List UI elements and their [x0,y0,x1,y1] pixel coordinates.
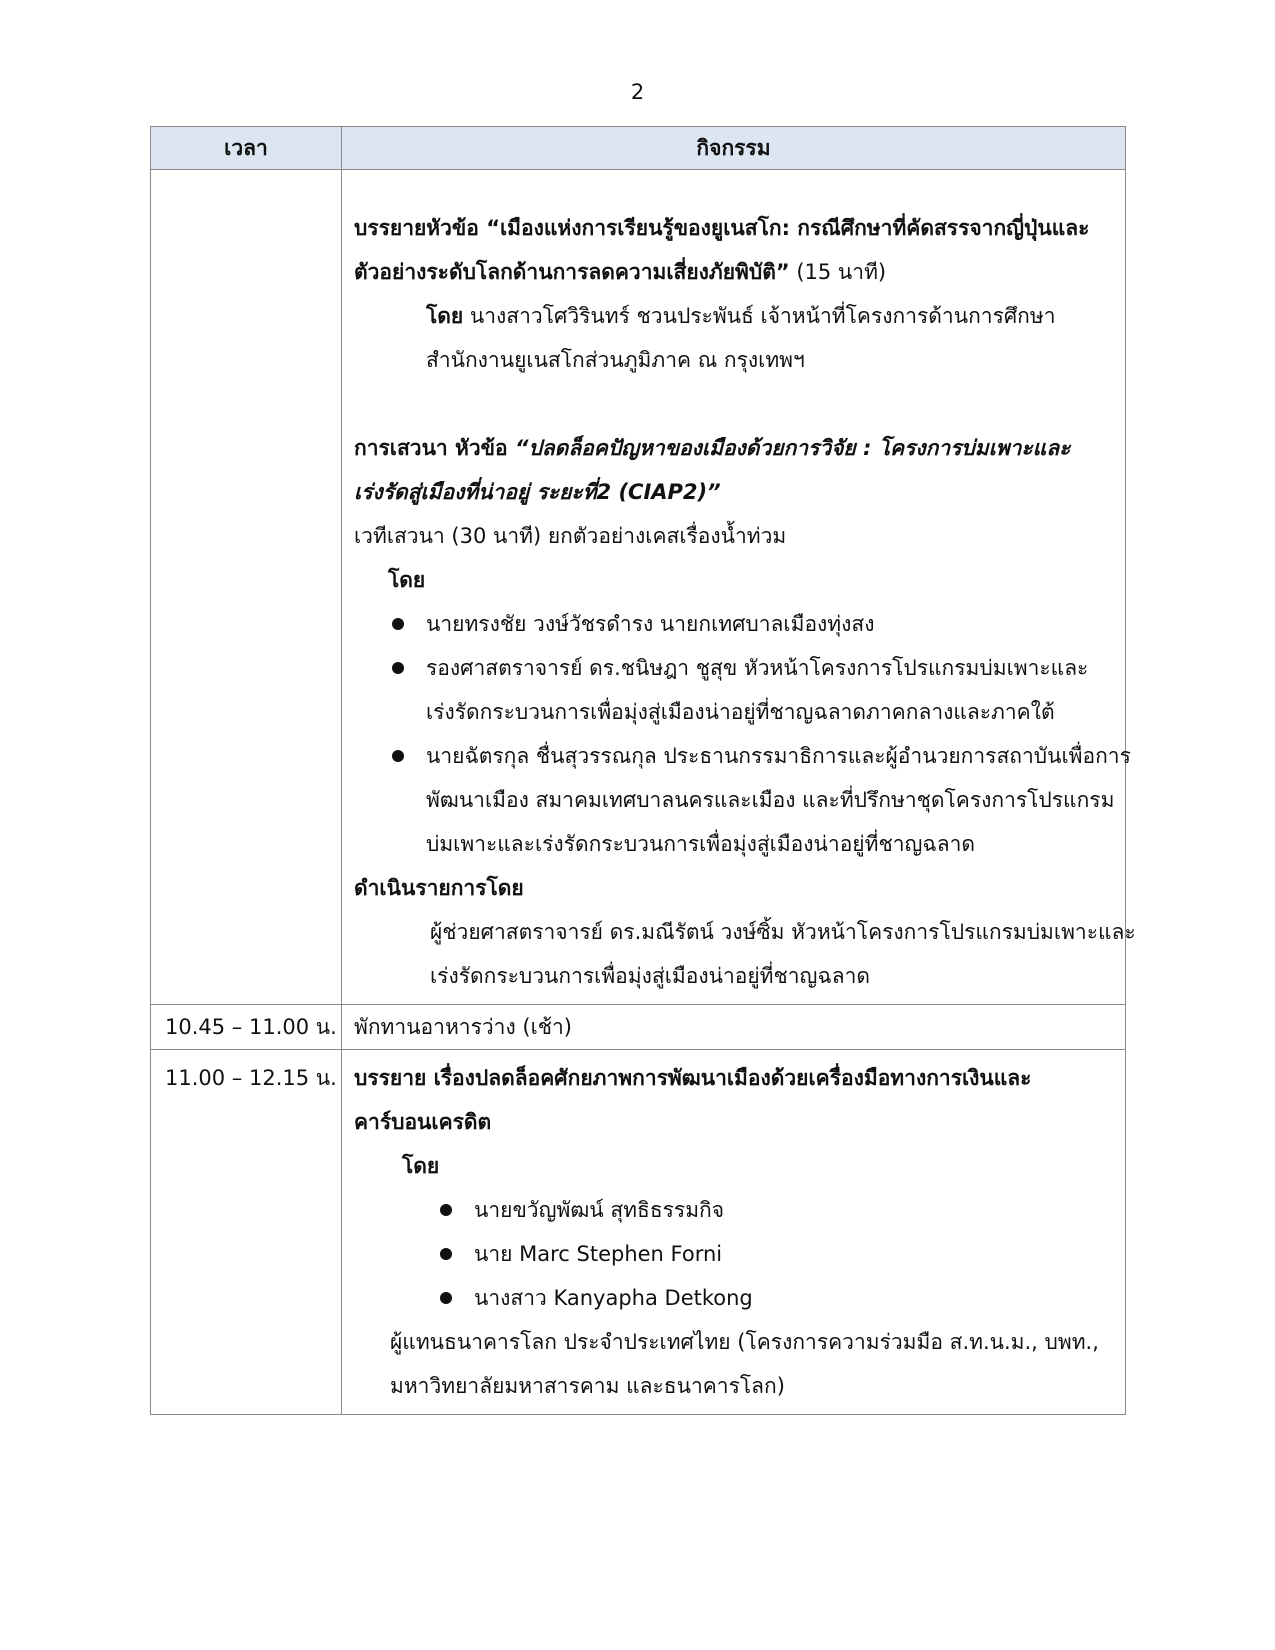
lecture-title-line: คาร์บอนเครดิต [354,1110,492,1134]
lecture-title-line: บรรยาย เรื่องปลดล็อคศักยภาพการพัฒนาเมืองด้วยเครื่องมือทางการเงินและ [354,1066,1032,1090]
time-text: 10.45 – 11.00 น. [165,1015,337,1039]
by-label: โดย [388,568,426,592]
speaker-org: สำนักงานยูเนสโกส่วนภูมิภาค ณ กรุงเทพฯ [426,348,805,372]
lecture-title-text: ตัวอย่างระดับโลกด้านการลดความเสี่ยงภัยพิบัติ” [354,260,790,284]
bullet-icon [392,662,404,674]
page-number: 2 [630,80,645,104]
speaker-line: เร่งรัดกระบวนการเพื่อมุ่งสู่เมืองน่าอยู่ที่ชาญฉลาดภาคกลางและภาคใต้ [426,700,1055,724]
time-text: 11.00 – 12.15 น. [165,1066,337,1090]
speaker-line: รองศาสตราจารย์ ดร.ชนิษฎา ชูสุข หัวหน้าโครงการโปรแกรมบ่มเพาะและ [426,656,1089,680]
panel-title-line [354,426,1115,470]
time-cell [151,1050,342,1415]
list-item [354,646,1115,734]
representative-line: ผู้แทนธนาคารโลก ประจำประเทศไทย (โครงการความร่วมมือ ส.ท.น.ม., บพท., [390,1330,1099,1354]
activity-text: พักทานอาหารว่าง (เช้า) [354,1015,572,1039]
speaker-line: นาย Marc Stephen Forni [474,1242,723,1266]
speaker-name: นางสาวโศวิรินทร์ ชวนประพันธ์ เจ้าหน้าที่โครงการด้านการศึกษา [463,304,1056,328]
list-item [354,1232,1115,1276]
activity-cell [342,1005,1126,1050]
speaker-line: บ่มเพาะและเร่งรัดกระบวนการเพื่อมุ่งสู่เมืองน่าอยู่ที่ชาญฉลาด [426,832,975,856]
table-row [151,1005,1126,1050]
lecture-speaker [354,294,1115,338]
moderator-line: เร่งรัดกระบวนการเพื่อมุ่งสู่เมืองน่าอยู่ที่ชาญฉลาด [430,964,871,988]
by-label: โดย [426,304,464,328]
list-item [354,734,1131,866]
panel-description: เวทีเสวนา (30 นาที) ยกตัวอย่างเคสเรื่องน้ำท่วม [354,524,787,548]
lecture-title-line [354,250,1115,294]
list-item [354,1276,1115,1320]
by-label: โดย [402,1154,440,1178]
lecture-duration: (15 นาที) [789,260,887,284]
moderator-label: ดำเนินรายการโดย [354,876,524,900]
activity-cell [342,170,1136,1005]
bullet-icon [392,750,404,762]
time-cell [151,1005,342,1050]
schedule-table [150,126,1136,1415]
time-cell [151,170,342,1005]
panel-title-text: “ปลดล็อคปัญหาของเมืองด้วยการวิจัย : โครงการบ่มเพาะและ [514,436,1071,460]
panel-label: การเสวนา หัวข้อ [354,436,515,460]
moderator-line: ผู้ช่วยศาสตราจารย์ ดร.มณีรัตน์ วงษ์ซิ้ม หัวหน้าโครงการโปรแกรมบ่มเพาะและ [430,920,1136,944]
panel-speaker-list [354,602,1131,866]
list-item [354,602,1115,646]
speaker-line: นางสาว Kanyapha Detkong [474,1286,753,1310]
representative-line: มหาวิทยาลัยมหาสารคาม และธนาคารโลก) [390,1374,785,1398]
table-row [151,170,1126,1005]
list-item [354,1188,1115,1232]
lecture-speaker-list [354,1188,1115,1320]
bullet-icon [440,1292,452,1304]
bullet-icon [440,1248,452,1260]
table-header-row [151,127,1126,170]
panel-title-line: เร่งรัดสู่เมืองที่น่าอยู่ ระยะที่2 (CIAP2)” [354,480,721,504]
header-activity: กิจกรรม [342,127,1126,170]
lecture-title-line: บรรยายหัวข้อ “เมืองแห่งการเรียนรู้ของยูเนสโก: กรณีศึกษาที่คัดสรรจากญี่ปุ่นและ [354,216,1090,240]
activity-cell [342,1050,1126,1415]
speaker-line: นายขวัญพัฒน์ สุทธิธรรมกิจ [474,1198,725,1222]
speaker-line: นายทรงชัย วงษ์วัชรดำรง นายกเทศบาลเมืองทุ่งสง [426,612,875,636]
speaker-line: นายฉัตรกุล ชื่นสุวรรณกุล ประธานกรรมาธิการและผู้อำนวยการสถาบันเพื่อการ [426,744,1131,768]
bullet-icon [440,1204,452,1216]
header-time: เวลา [151,127,342,170]
speaker-line: พัฒนาเมือง สมาคมเทศบาลนครและเมือง และที่ปรึกษาชุดโครงการโปรแกรม [426,788,1115,812]
bullet-icon [392,618,404,630]
table-row [151,1050,1126,1415]
